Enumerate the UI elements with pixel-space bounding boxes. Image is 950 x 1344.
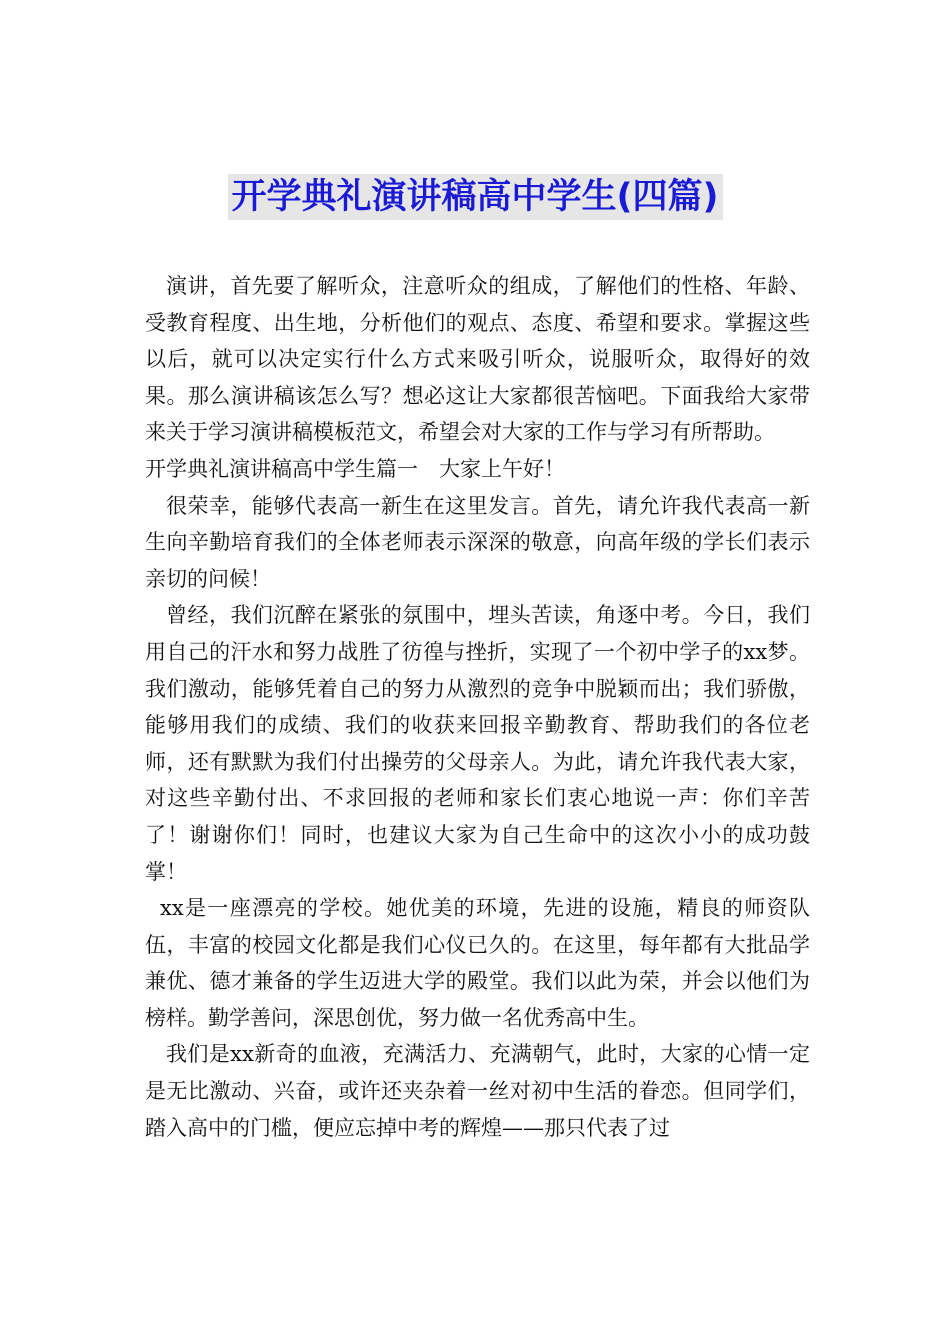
body-paragraph-4: 我们是xx新奇的血液，充满活力、充满朝气，此时，大家的心情一定是无比激动、兴奋，或许还夹杂着一丝对初中生活的眷恋。但同学们，踏入高中的门槛，便应忘掉中考的辉煌——那只代表了过 <box>145 1042 810 1140</box>
document-title: 开学典礼演讲稿高中学生(四篇) <box>228 174 723 220</box>
body-paragraph-2: 曾经，我们沉醉在紧张的氛围中，埋头苦读，角逐中考。今日，我们用自己的汗水和努力战胜了彷徨与挫折，实现了一个初中学子的xx梦。我们激动，能够凭着自己的努力从激烈的竞争中脱颖而出；我们骄傲，能够用我们的成绩、我们的收获来回报辛勤教育、帮助我们的各位老师，还有默默为我们付出操劳的父母亲人。为此，请允许我代表大家，对这些辛勤付出、不求回报的老师和家长们衷心地说一声：你们辛苦了！谢谢你们！同时，也建议大家为自己生命中的这次小小的成功鼓掌！ <box>145 603 810 884</box>
title-container <box>0 174 950 220</box>
body-paragraph-3: xx是一座漂亮的学校。她优美的环境，先进的设施，精良的师资队伍，丰富的校园文化都是我们心仪已久的。在这里，每年都有大批品学兼优、德才兼备的学生迈进大学的殿堂。我们以此为荣，并会以他们为榜样。勤学善问，深思创优，努力做一名优秀高中生。 <box>145 896 810 1030</box>
document-body <box>145 268 810 1146</box>
body-paragraph-1: 很荣幸，能够代表高一新生在这里发言。首先，请允许我代表高一新生向辛勤培育我们的全体老师表示深深的敬意，向高年级的学长们表示亲切的问候！ <box>145 493 810 591</box>
section-heading-paragraph: 开学典礼演讲稿高中学生篇一 大家上午好！ <box>145 456 565 481</box>
intro-paragraph: 演讲，首先要了解听众，注意听众的组成，了解他们的性格、年龄、受教育程度、出生地，分析他们的观点、态度、希望和要求。掌握这些以后，就可以决定实行什么方式来吸引听众，说服听众，取得好的效果。那么演讲稿该怎么写？想必这让大家都很苦恼吧。下面我给大家带来关于学习演讲稿模板范文，希望会对大家的工作与学习有所帮助。 <box>145 274 810 445</box>
